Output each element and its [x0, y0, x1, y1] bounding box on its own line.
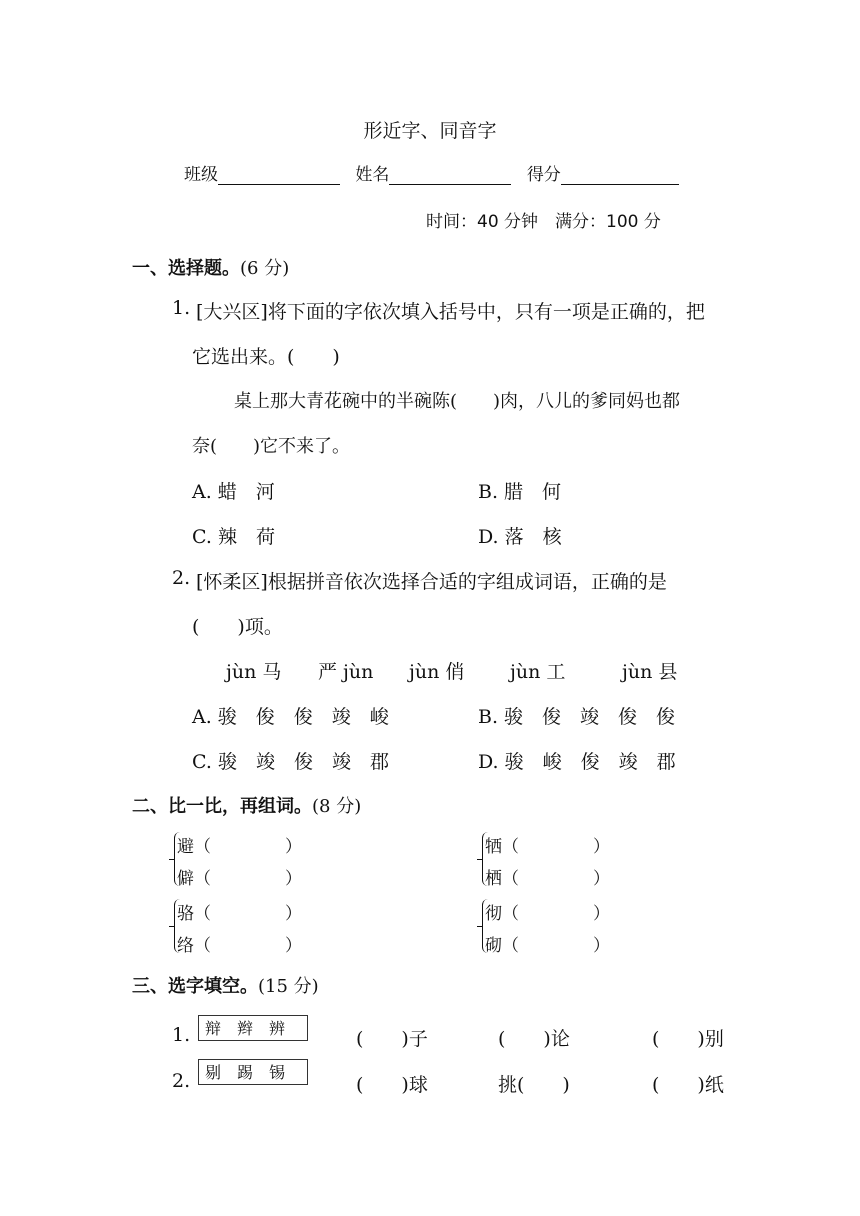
section3-points: (15 分) — [258, 976, 319, 997]
paren-open: （ — [502, 904, 519, 924]
char-choice-box: 辩 辫 辨 — [198, 1015, 308, 1041]
fill-blank[interactable]: ( )论 — [498, 1028, 570, 1050]
q1-option-a[interactable]: A. 蜡 河 — [192, 481, 275, 503]
q2-pinyin-5: jùn 县 — [622, 661, 678, 683]
q2-option-d[interactable]: D. 骏 峻 俊 竣 郡 — [478, 751, 676, 773]
paren-open: （ — [194, 869, 211, 889]
compare-char: 彻 — [485, 904, 502, 924]
compare-row — [177, 864, 302, 889]
paren-close: ） — [285, 869, 302, 889]
page-title: 形近字、同音字 — [363, 120, 497, 142]
paren-open: （ — [502, 837, 519, 857]
section1-title: 一、选择题。 — [132, 258, 240, 279]
student-info-row — [184, 160, 679, 185]
compare-char: 僻 — [177, 869, 194, 889]
compare-row — [485, 931, 610, 956]
fill-blank[interactable]: ( )别 — [652, 1028, 724, 1050]
q2-option-a[interactable]: A. 骏 俊 俊 竣 峻 — [192, 706, 389, 728]
q1-option-d[interactable]: D. 落 核 — [478, 526, 562, 548]
compare-char: 避 — [177, 837, 194, 857]
q1-passage-line2: 奈( )它不来了。 — [192, 436, 351, 457]
class-label: 班级 — [184, 165, 218, 185]
fill-blank[interactable]: ( )纸 — [652, 1074, 724, 1096]
q1-number: 1. — [172, 297, 191, 319]
compare-char: 砌 — [485, 936, 502, 956]
q2-number: 2. — [172, 567, 191, 589]
compare-row — [485, 899, 610, 924]
q1-line2: 它选出来。( ) — [192, 346, 340, 368]
compare-row — [177, 832, 302, 857]
paren-open: （ — [502, 936, 519, 956]
q1-option-c[interactable]: C. 辣 荷 — [192, 526, 275, 548]
q2-option-c[interactable]: C. 骏 竣 俊 竣 郡 — [192, 751, 389, 773]
section3-title: 三、选字填空。 — [132, 976, 258, 997]
q2-pinyin-2: 严 jùn — [318, 661, 374, 683]
char-choice-box: 剔 踢 锡 — [198, 1059, 308, 1085]
section1-points: (6 分) — [240, 258, 290, 279]
paren-close: ） — [593, 904, 610, 924]
q1-line1: [大兴区]将下面的字依次填入括号中，只有一项是正确的，把 — [196, 301, 705, 323]
s3-row1-number: 1. — [172, 1024, 191, 1046]
q2-line1: [怀柔区]根据拼音依次选择合适的字组成词语，正确的是 — [196, 571, 667, 593]
compare-row — [485, 832, 610, 857]
paren-close: ） — [593, 837, 610, 857]
s3-row2-number: 2. — [172, 1070, 191, 1092]
paren-open: （ — [194, 837, 211, 857]
paren-open: （ — [194, 904, 211, 924]
compare-row — [485, 864, 610, 889]
compare-char: 络 — [177, 936, 194, 956]
fill-blank[interactable]: ( )子 — [356, 1028, 428, 1050]
q1-passage-line1: 桌上那大青花碗中的半碗陈( )肉，八儿的爹同妈也都 — [234, 391, 681, 412]
section2-points: (8 分) — [312, 796, 362, 817]
paren-close: ） — [285, 837, 302, 857]
q2-pinyin-3: jùn 俏 — [409, 661, 465, 683]
class-blank — [218, 166, 340, 185]
paren-close: ） — [593, 936, 610, 956]
paren-open: （ — [194, 936, 211, 956]
section2-title: 二、比一比，再组词。 — [132, 796, 312, 817]
paren-close: ） — [285, 936, 302, 956]
paren-open: （ — [502, 869, 519, 889]
compare-row — [177, 899, 302, 924]
section3-heading — [132, 972, 319, 998]
name-label: 姓名 — [355, 165, 390, 185]
paren-close: ） — [593, 869, 610, 889]
compare-char: 栖 — [485, 869, 502, 889]
compare-row — [177, 931, 302, 956]
score-label: 得分 — [526, 165, 561, 185]
score-blank — [561, 166, 679, 185]
time-info: 时间：40 分钟 满分：100 分 — [426, 212, 661, 232]
fill-blank[interactable]: ( )球 — [356, 1074, 428, 1096]
compare-char: 牺 — [485, 837, 502, 857]
section2-heading — [132, 792, 361, 818]
fill-blank[interactable]: 挑( ) — [498, 1074, 570, 1096]
name-blank — [389, 166, 511, 185]
q1-option-b[interactable]: B. 腊 何 — [478, 481, 562, 503]
paren-close: ） — [285, 904, 302, 924]
compare-char: 骆 — [177, 904, 194, 924]
section1-heading — [132, 254, 289, 280]
q2-line2: ( )项。 — [192, 616, 283, 638]
q2-pinyin-1: jùn 马 — [226, 661, 282, 683]
q2-pinyin-4: jùn 工 — [510, 661, 566, 683]
q2-option-b[interactable]: B. 骏 俊 竣 俊 俊 — [478, 706, 676, 728]
